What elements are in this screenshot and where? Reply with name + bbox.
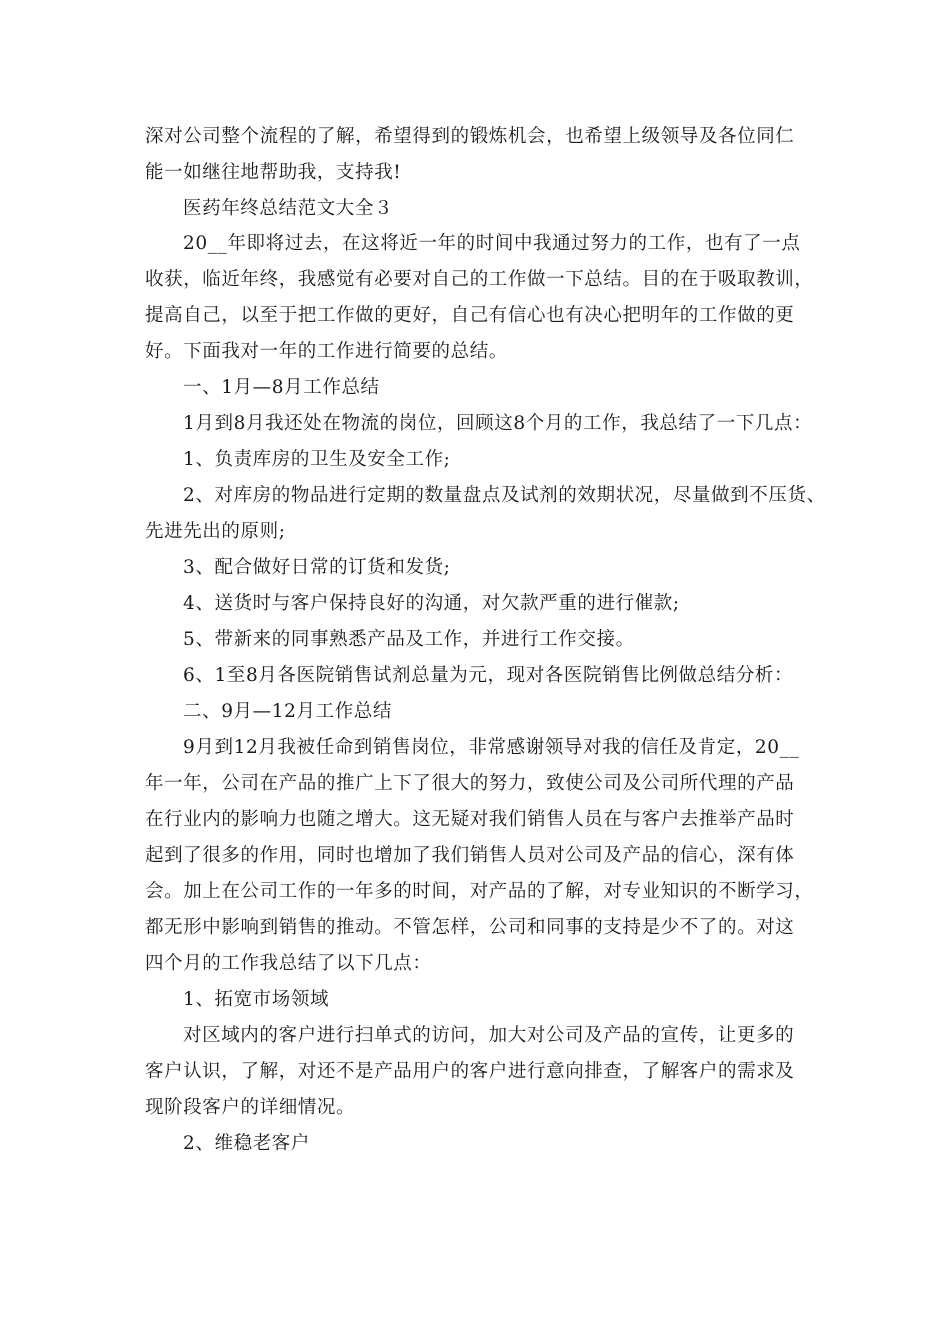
text-line: 2、维稳老客户 (183, 1133, 310, 1154)
text-line: 提高自己，以至于把工作做的更好，自己有信心也有决心把明年的工作做的更 (145, 305, 795, 326)
text-line: 好。下面我对一年的工作进行简要的总结。 (145, 341, 508, 362)
text-line: 对区域内的客户进行扫单式的访问，加大对公司及产品的宣传，让更多的 (183, 1025, 795, 1046)
text-line: 客户认识，了解，对还不是产品用户的客户进行意向排查，了解客户的需求及 (145, 1061, 795, 1082)
text-line: 1、拓宽市场领域 (183, 989, 330, 1010)
text-line: 起到了很多的作用，同时也增加了我们销售人员对公司及产品的信心，深有体 (145, 845, 795, 866)
text-line: 2、对库房的物品进行定期的数量盘点及试剂的效期状况，尽量做到不压货、 (183, 485, 826, 506)
text-line: 在行业内的影响力也随之增大。这无疑对我们销售人员在与客户去推举产品时 (145, 809, 795, 830)
text-line: 9月到12月我被任命到销售岗位，非常感谢领导对我的信任及肯定，20__ (183, 737, 800, 758)
text-line: 二、9月—12月工作总结 (183, 701, 393, 722)
text-line: 先进先出的原则; (145, 521, 286, 542)
text-line: 能一如继往地帮助我，支持我! (145, 162, 402, 183)
text-line: 医药年终总结范文大全３ (183, 198, 394, 219)
text-line: 3、配合做好日常的订货和发货; (183, 557, 451, 578)
text-line: 都无形中影响到销售的推动。不管怎样，公司和同事的支持是少不了的。对这 (145, 917, 795, 938)
text-line: 四个月的工作我总结了以下几点： (145, 953, 432, 974)
text-line: 4、送货时与客户保持良好的沟通，对欠款严重的进行催款; (183, 593, 680, 614)
text-line: 1月到8月我还处在物流的岗位，回顾这8个月的工作，我总结了一下几点： (183, 413, 813, 434)
text-line: 现阶段客户的详细情况。 (145, 1097, 356, 1118)
text-line: 年一年，公司在产品的推广上下了很大的努力，致使公司及公司所代理的产品 (145, 773, 795, 794)
text-line: 深对公司整个流程的了解，希望得到的锻炼机会，也希望上级领导及各位同仁 (145, 126, 795, 147)
text-line: 6、1至8月各医院销售试剂总量为元，现对各医院销售比例做总结分析： (183, 665, 794, 686)
text-line: 1、负责库房的卫生及安全工作; (183, 449, 451, 470)
text-line: 一、1月—8月工作总结 (183, 377, 380, 398)
text-line: 20__年即将过去，在这将近一年的时间中我通过努力的工作，也有了一点 (183, 233, 801, 254)
text-line: 收获，临近年终，我感觉有必要对自己的工作做一下总结。目的在于吸取教训， (145, 269, 814, 290)
text-line: 会。加上在公司工作的一年多的时间，对产品的了解，对专业知识的不断学习， (145, 881, 814, 902)
text-line: 5、带新来的同事熟悉产品及工作，并进行工作交接。 (183, 629, 635, 650)
